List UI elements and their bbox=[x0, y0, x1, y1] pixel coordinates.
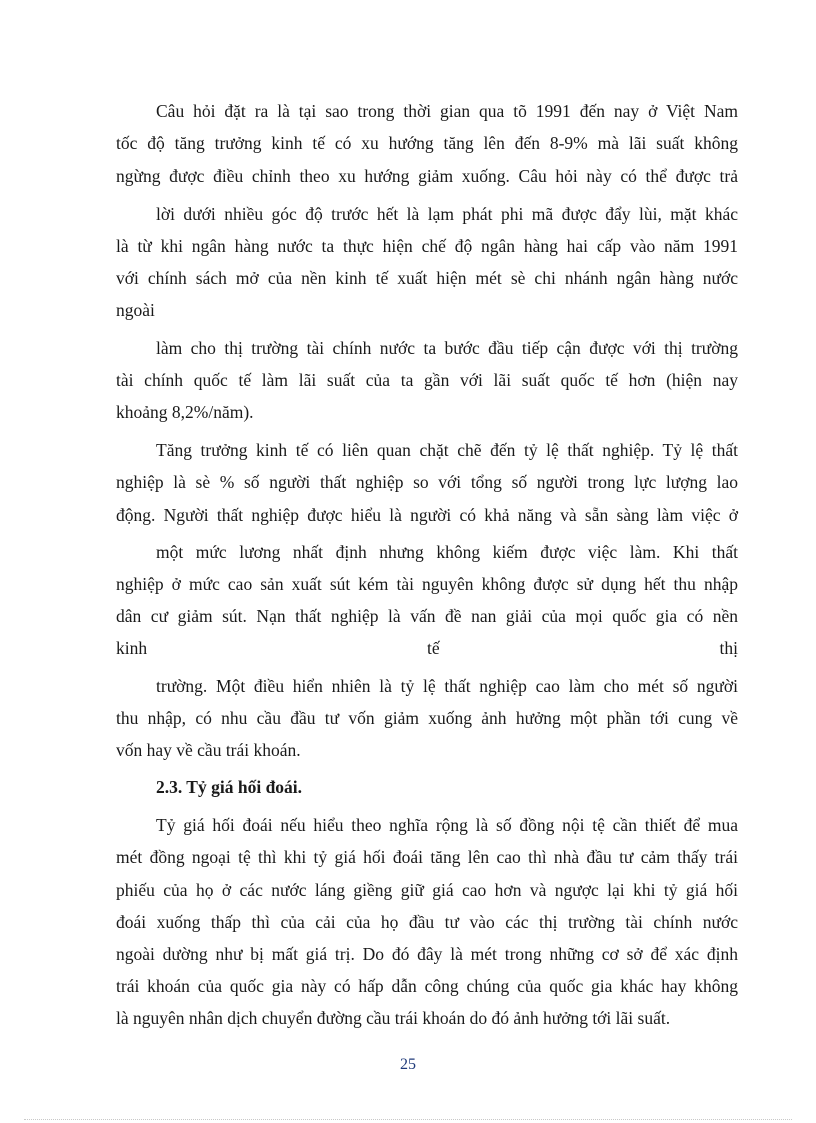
text-line: ngoài dường như bị mất giá trị. Do đó đây là mét trong những cơ sở để xác định bbox=[116, 944, 738, 964]
text-line: kinh tế thị bbox=[116, 638, 738, 658]
text-line: đoái xuống thấp thì của cải của họ đầu tư vào các thị trường tài chính nước bbox=[116, 912, 738, 932]
text-line: một mức lương nhất định nhưng không kiếm được việc làm. Khi thất bbox=[156, 542, 738, 562]
text-line: làm cho thị trường tài chính nước ta bước đầu tiếp cận được với thị trường bbox=[156, 338, 738, 358]
section-heading: 2.3. Tỷ giá hối đoái. bbox=[156, 777, 303, 797]
text-line: mét đồng ngoại tệ thì khi tỷ giá hối đoái tăng lên cao thì nhà đầu tư cảm thấy trái bbox=[116, 847, 738, 867]
text-line: động. Người thất nghiệp được hiểu là người có khả năng và sẵn sàng làm việc ở bbox=[116, 505, 738, 525]
text-line: Câu hỏi đặt ra là tại sao trong thời gian qua tõ 1991 đến nay ở Việt Nam bbox=[156, 101, 738, 121]
text-line: khoảng 8,2%/năm). bbox=[116, 402, 254, 422]
text-line: ngừng được điều chỉnh theo xu hướng giảm xuống. Câu hỏi này có thể được trả bbox=[116, 166, 738, 186]
text-line: là từ khi ngân hàng nước ta thực hiện chế độ ngân hàng hai cấp vào năm 1991 bbox=[116, 236, 738, 256]
text-line: nghiệp là sè % số người thất nghiệp so với tổng số người trong lực lượng lao bbox=[116, 472, 738, 492]
text-line: trái khoán của quốc gia này có hấp dẫn công chúng của quốc gia khác hay không bbox=[116, 976, 738, 996]
text-line: phiếu của họ ở các nước láng giềng giữ giá cao hơn và ngược lại khi tỷ giá hối bbox=[116, 880, 738, 900]
text-line: với chính sách mở của nền kinh tế xuất hiện mét sè chi nhánh ngân hàng nước bbox=[116, 268, 738, 288]
text-line: vốn hay về cầu trái khoán. bbox=[116, 740, 301, 760]
text-line: trường. Một điều hiển nhiên là tỷ lệ thất nghiệp cao làm cho mét số người bbox=[156, 676, 738, 696]
text-line: dân cư giảm sút. Nạn thất nghiệp là vấn đề nan giải của mọi quốc gia có nền bbox=[116, 606, 738, 626]
text-line: nghiệp ở mức cao sản xuất sút kém tài nguyên không được sử dụng hết thu nhập bbox=[116, 574, 738, 594]
text-line: Tỷ giá hối đoái nếu hiểu theo nghĩa rộng là số đồng nội tệ cần thiết để mua bbox=[156, 815, 738, 835]
footer-divider bbox=[24, 1119, 792, 1120]
text-line: tài chính quốc tế làm lãi suất của ta gần với lãi suất quốc tế hơn (hiện nay bbox=[116, 370, 738, 390]
page-number: 25 bbox=[400, 1056, 416, 1073]
text-line: là nguyên nhân dịch chuyển đường cầu trái khoán do đó ảnh hưởng tới lãi suất. bbox=[116, 1008, 671, 1028]
text-line: thu nhập, có nhu cầu đầu tư vốn giảm xuống ảnh hưởng một phần tới cung về bbox=[116, 708, 738, 728]
text-line: Tăng trưởng kinh tế có liên quan chặt chẽ đến tỷ lệ thất nghiệp. Tỷ lệ thất bbox=[156, 440, 738, 460]
text-line: tốc độ tăng trưởng kinh tế có xu hướng tăng lên đến 8-9% mà lãi suất không bbox=[116, 133, 738, 153]
text-line: lời dưới nhiều góc độ trước hết là lạm phát phi mã được đẩy lùi, mặt khác bbox=[156, 204, 738, 224]
text-line: ngoài bbox=[116, 300, 155, 320]
